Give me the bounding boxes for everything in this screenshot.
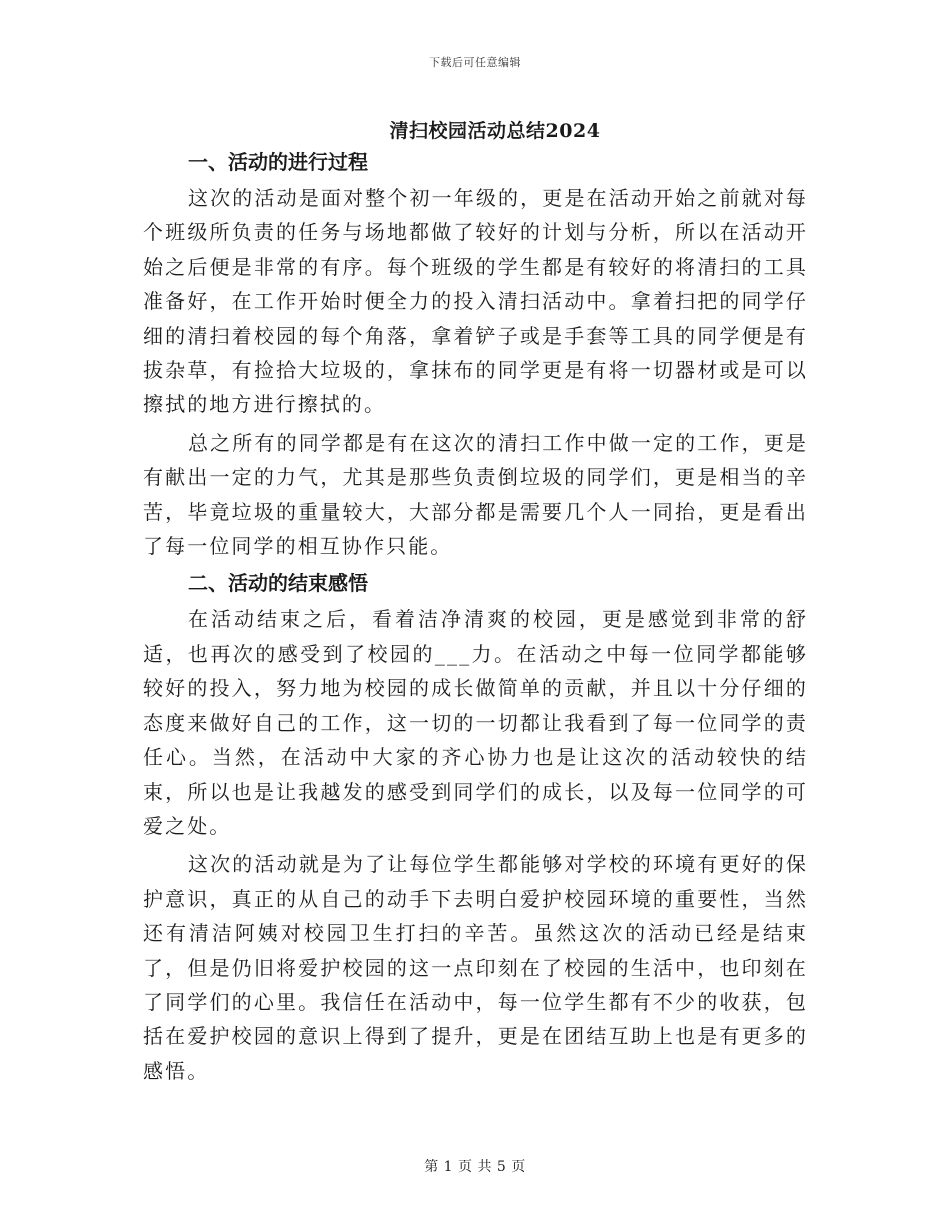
paragraph: 总之所有的同学都是有在这次的清扫工作中做一定的工作，更是有献出一定的力气，尤其是那些负责倒垃圾的同学们，更是相当的辛苦，毕竟垃圾的重量较大，大部分都是需要几个人一同抬，更是看出了每一位同学的相互协作只能。 xyxy=(143,430,808,559)
paragraph: 在活动结束之后，看着洁净清爽的校园，更是感觉到非常的舒适，也再次的感受到了校园的___力。在活动之中每一位同学都能够较好的投入，努力地为校园的成长做简单的贡献，并且以十分仔细的态度来做好自己的工作，这一切的一切都让我看到了每一位同学的责任心。当然，在活动中大家的齐心协力也是让这次的活动较快的结束，所以也是让我越发的感受到同学们的成长，以及每一位同学的可爱之处。 xyxy=(143,607,808,838)
section-heading: 二、活动的结束感悟 xyxy=(188,571,368,596)
header-note: 下载后可任意编辑 xyxy=(429,56,521,69)
document-body xyxy=(143,148,808,1088)
section-heading: 一、活动的进行过程 xyxy=(188,150,368,174)
section-reflection xyxy=(143,569,808,1088)
page-number: 第 1 页 共 5 页 xyxy=(424,1159,526,1175)
section-process xyxy=(143,148,808,563)
paragraph: 这次的活动就是为了让每位学生都能够对学校的环境有更好的保护意识，真正的从自己的动手下去明白爱护校园环境的重要性，当然还有清洁阿姨对校园卫生打扫的辛苦。虽然这次的活动已经是结束了，但是仍旧将爱护校园的这一点印刻在了校园的生活中，也印刻在了同学们的心里。我信任在活动中，每一位学生都有不少的收获，包括在爱护校园的意识上得到了提升，更是在团结互助上也是有更多的感悟。 xyxy=(143,852,808,1083)
document-title: 清扫校园活动总结2024 xyxy=(389,120,601,142)
paragraph: 这次的活动是面对整个初一年级的，更是在活动开始之前就对每个班级所负责的任务与场地都做了较好的计划与分析，所以在活动开始之后便是非常的有序。每个班级的学生都是有较好的将清扫的工具准备好，在工作开始时便全力的投入清扫活动中。拿着扫把的同学仔细的清扫着校园的每个角落，拿着铲子或是手套等工具的同学便是有拔杂草，有捡拾大垃圾的，拿抹布的同学更是有将一切器材或是可以擦拭的地方进行擦拭的。 xyxy=(143,186,808,417)
